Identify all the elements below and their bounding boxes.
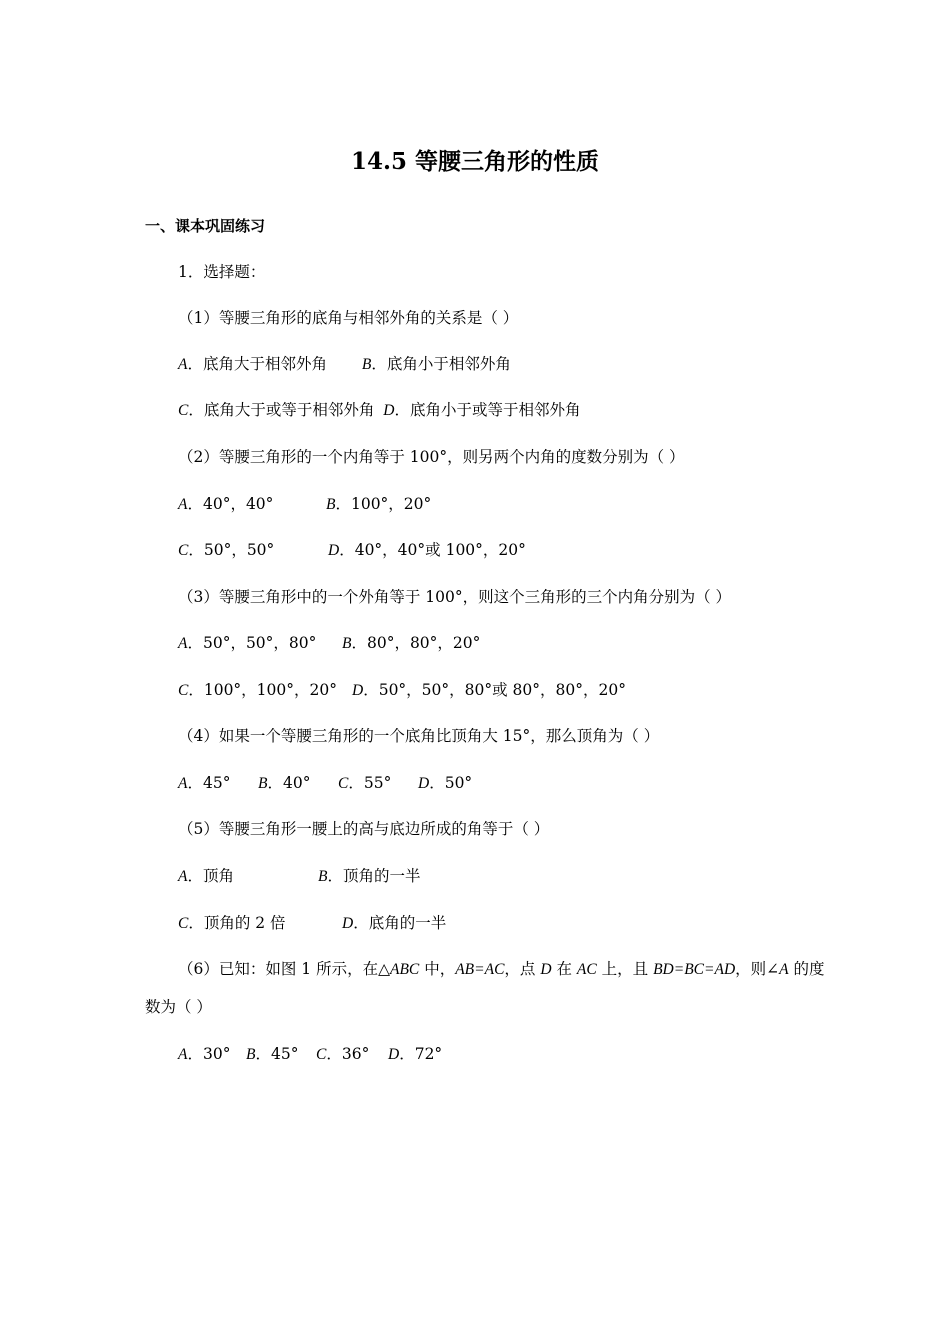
question-1-4-options — [178, 773, 472, 794]
option-d: D．40°，40°或 100°，20° — [328, 541, 526, 559]
option-b: B．80°，80°，20° — [342, 634, 481, 652]
option-d: D．50° — [418, 774, 473, 792]
option-c: C．36° — [316, 1045, 370, 1063]
option-b: B．底角小于相邻外角 — [361, 355, 511, 373]
question-1-label: 1．选择题： — [178, 263, 266, 281]
option-a: A．50°，50°，80° — [178, 634, 317, 652]
question-1-6-stem-continued: 数为（ ） — [145, 998, 212, 1016]
option-c: C．底角大于或等于相邻外角 — [178, 401, 375, 419]
question-1-3-options-ab — [178, 633, 480, 654]
option-a: A．顶角 — [178, 867, 234, 885]
option-a: A．45° — [178, 774, 231, 792]
question-1-2-stem: （2）等腰三角形的一个内角等于 100°，则另两个内角的度数分别为（ ） — [178, 448, 685, 466]
question-1-6-stem: （6）已知：如图 1 所示，在△ABC 中，AB=AC，点 D 在 AC 上，且 BD=BC=AD，则∠A 的度 — [178, 960, 825, 978]
option-d: D．72° — [388, 1045, 443, 1063]
question-1-5-options-cd — [178, 913, 446, 934]
option-c: C．55° — [338, 774, 392, 792]
option-d: D．50°，50°，80°或 80°，80°，20° — [352, 681, 626, 699]
option-b: B．顶角的一半 — [318, 867, 421, 885]
question-1-3-options-cd — [178, 680, 626, 701]
option-b: B．100°，20° — [326, 495, 432, 513]
option-b: B．40° — [258, 774, 311, 792]
question-1-5-options-ab — [178, 866, 420, 887]
option-a: A．40°，40° — [178, 495, 274, 513]
question-1-2-options-cd — [178, 540, 526, 561]
option-c: C．100°，100°，20° — [178, 681, 337, 699]
question-1-3-stem: （3）等腰三角形中的一个外角等于 100°，则这个三角形的三个内角分别为（ ） — [178, 588, 732, 606]
option-b: B．45° — [246, 1045, 299, 1063]
option-a: A．30° — [178, 1045, 231, 1063]
option-d: D．底角的一半 — [342, 914, 447, 932]
option-c: C．50°，50° — [178, 541, 275, 559]
question-1-1-stem: （1）等腰三角形的底角与相邻外角的关系是（ ） — [178, 309, 519, 327]
document-title: 14.5 等腰三角形的性质 — [350, 148, 600, 175]
option-c: C．顶角的 2 倍 — [178, 914, 286, 932]
question-1-1-options-cd — [178, 400, 581, 421]
question-1-4-stem: （4）如果一个等腰三角形的一个底角比顶角大 15°，那么顶角为（ ） — [178, 727, 660, 745]
option-a: A．底角大于相邻外角 — [178, 355, 327, 373]
question-1-5-stem: （5）等腰三角形一腰上的高与底边所成的角等于（ ） — [178, 820, 550, 838]
section-heading: 一、课本巩固练习 — [145, 217, 266, 235]
option-d: D．底角小于或等于相邻外角 — [383, 401, 581, 419]
question-1-2-options-ab — [178, 494, 431, 515]
question-1-6-options — [178, 1044, 442, 1065]
question-1-1-options-ab — [178, 354, 511, 375]
